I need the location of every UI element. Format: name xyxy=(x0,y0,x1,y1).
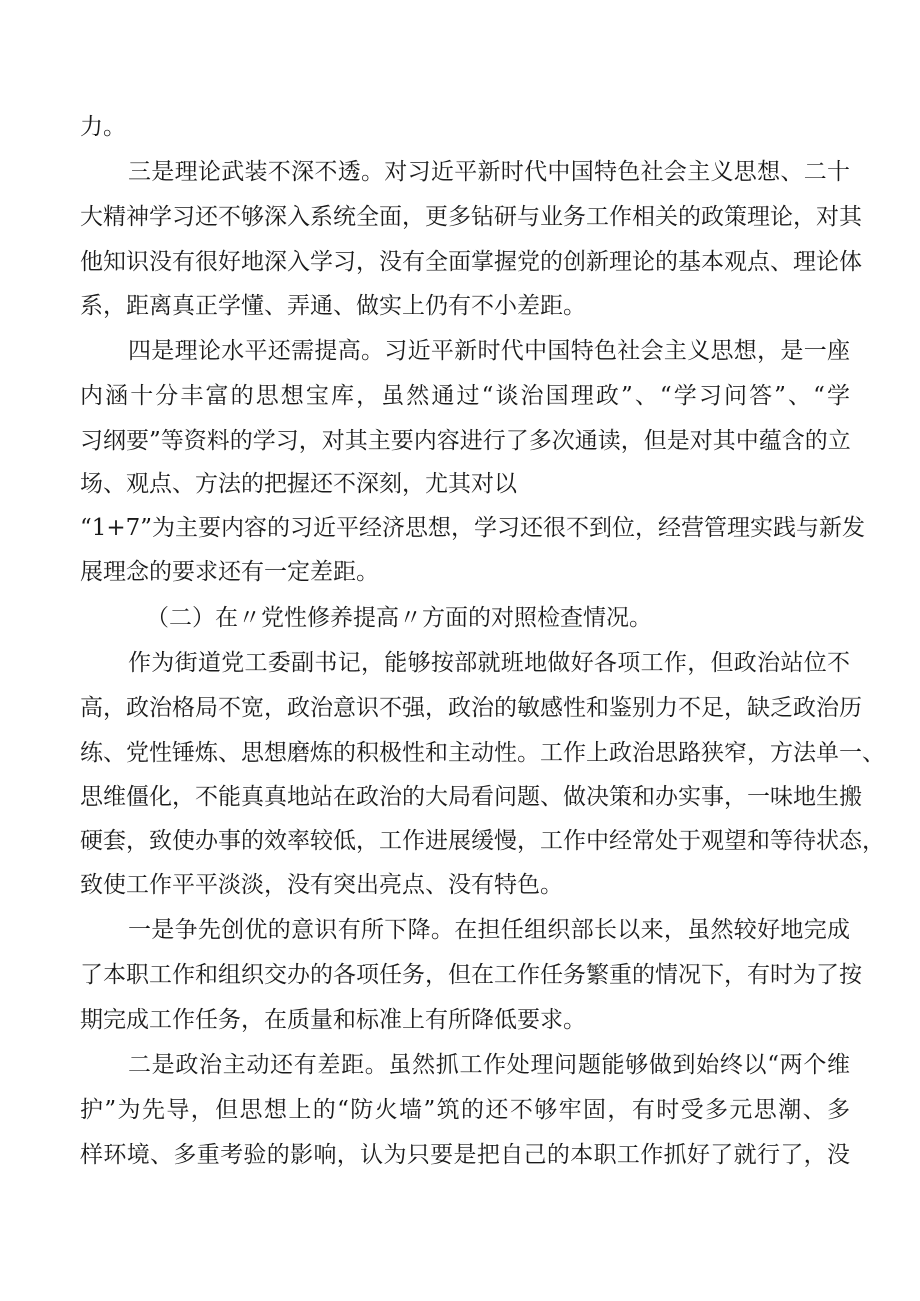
text-line: 硬套，致使办事的效率较低，工作进展缓慢，工作中经常处于观望和等待状态， xyxy=(80,828,885,854)
text-line: 高，政治格局不宽，政治意识不强，政治的敏感性和鉴别力不足，缺乏政治历 xyxy=(80,695,862,721)
text-line: 作为街道党工委副书记，能够按部就班地做好各项工作，但政治站位不 xyxy=(128,650,850,676)
text-line: 展理念的要求还有一定差距。 xyxy=(80,559,379,585)
text-line: 一是争先创优的意识有所下降。在担任组织部长以来，虽然较好地完成 xyxy=(128,917,850,943)
text-line: 系，距离真正学懂、弄通、做实上仍有不小差距。 xyxy=(80,293,586,319)
text-line: 护”为先导，但思想上的“防火墙”筑的还不够牢固，有时受多元思潮、多 xyxy=(80,1097,850,1123)
text-line: 了本职工作和组织交办的各项任务，但在工作任务繁重的情况下，有时为了按 xyxy=(80,962,862,988)
text-line: “1+7”为主要内容的习近平经济思想，学习还很不到位，经营管理实践与新发 xyxy=(80,515,866,541)
text-line: 他知识没有很好地深入学习，没有全面掌握党的创新理论的基本观点、理论体 xyxy=(80,249,862,275)
text-line: 习纲要”等资料的学习，对其主要内容进行了多次通读，但是对其中蕴含的立 xyxy=(80,428,851,454)
text-line: 四是理论水平还需提高。习近平新时代中国特色社会主义思想，是一座 xyxy=(128,338,850,364)
text-line: 内涵十分丰富的思想宝库，虽然通过“谈治国理政”、“学习问答”、“学 xyxy=(80,383,850,409)
text-line: 场、观点、方法的把握还不深刻，尤其对以 xyxy=(80,471,517,497)
text-line: 力。 xyxy=(80,114,126,140)
text-line: 样环境、多重考验的影响，认为只要是把自己的本职工作抓好了就行了，没 xyxy=(80,1142,850,1168)
text-line: 大精神学习还不够深入系统全面，更多钻研与业务工作相关的政策理论，对其 xyxy=(80,204,862,230)
text-line: 练、党性锤炼、思想磨炼的积极性和主动性。工作上政治思路狭窄，方法单一、 xyxy=(80,740,885,766)
text-line: 二是政治主动还有差距。虽然抓工作处理问题能够做到始终以“两个维 xyxy=(128,1052,850,1078)
text-line: 致使工作平平淡淡，没有突出亮点、没有特色。 xyxy=(80,872,563,898)
text-line: 三是理论武装不深不透。对习近平新时代中国特色社会主义思想、二十 xyxy=(128,159,850,185)
text-line: 期完成工作任务，在质量和标准上有所降低要求。 xyxy=(80,1007,586,1033)
section-heading: （二）在〃党性修养提高〃方面的对照检查情况。 xyxy=(146,605,652,631)
text-line: 思维僵化，不能真真地站在政治的大局看问题、做决策和办实事，一味地生搬 xyxy=(80,784,862,810)
